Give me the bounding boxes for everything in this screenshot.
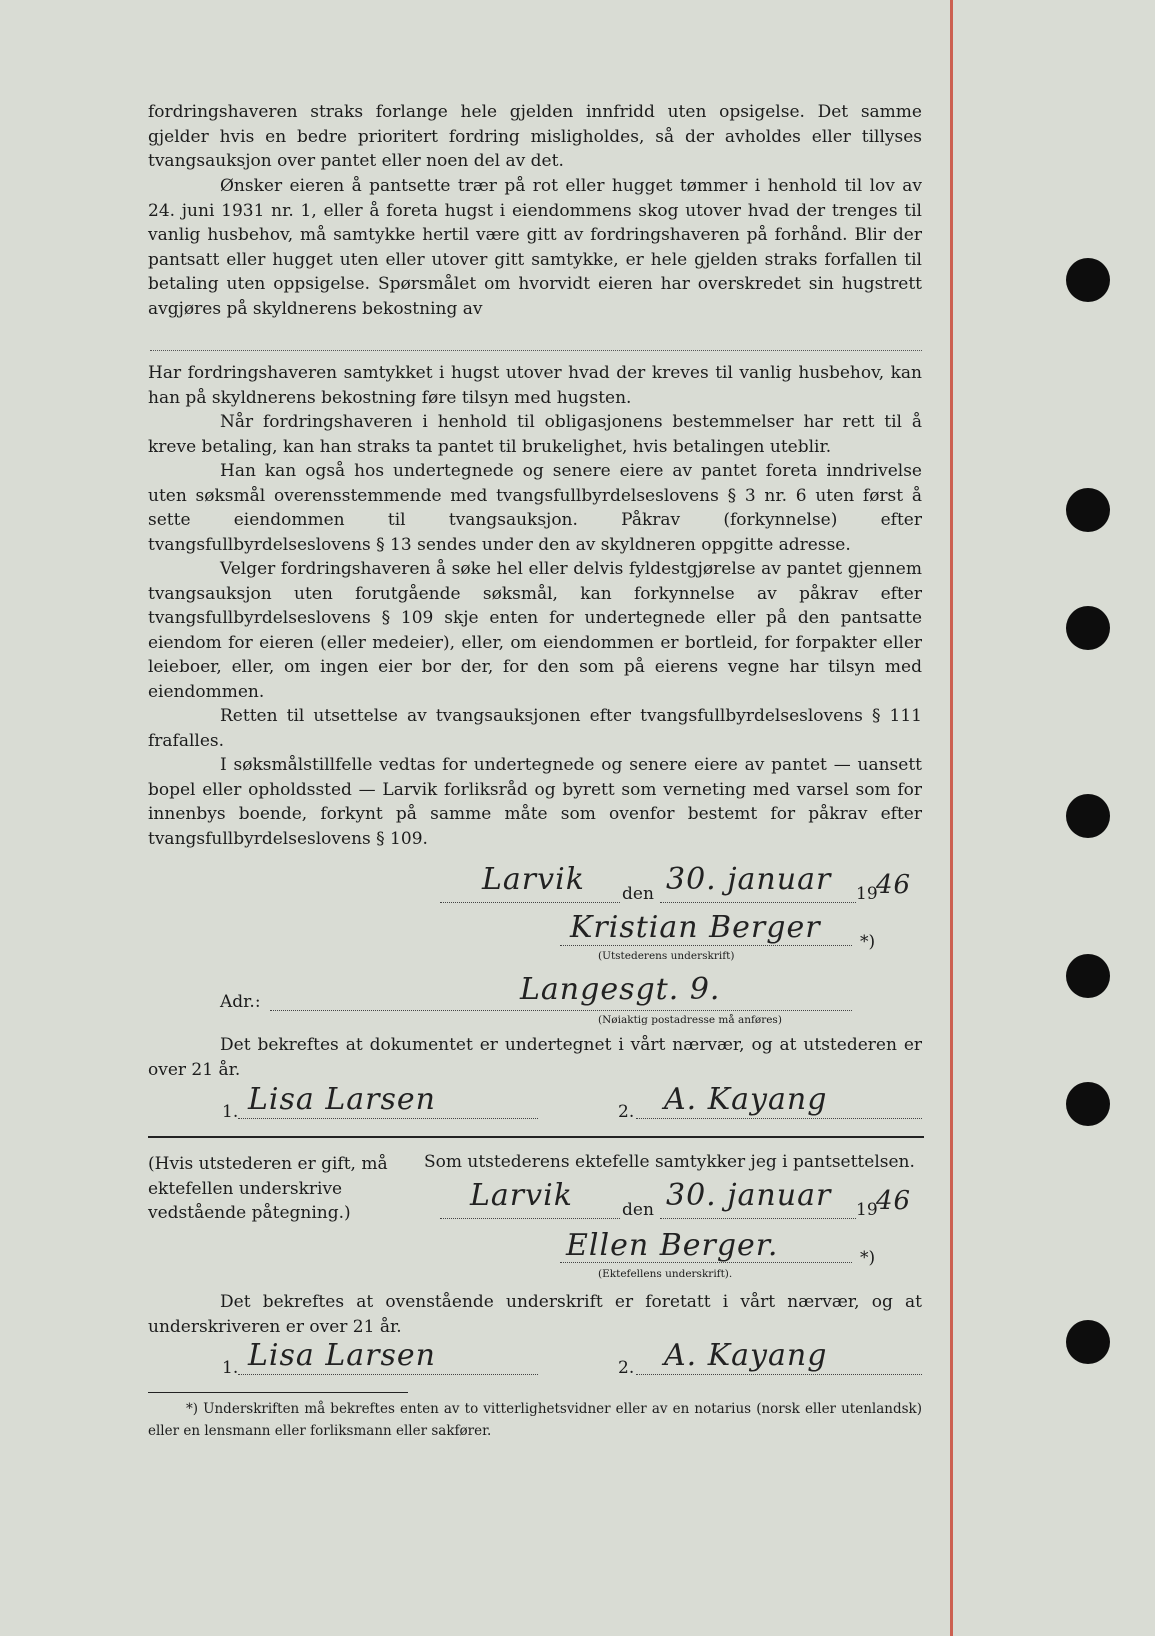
spouse-witness-statement: Det bekreftes at ovenstående underskrift er foretatt i vårt nærvær, og at underskriveren er over 21 år. — [148, 1292, 922, 1337]
den-label: den — [622, 1200, 654, 1220]
footnote-mark: *) — [860, 932, 876, 952]
punch-hole — [1066, 794, 1110, 838]
punch-hole — [1066, 1320, 1110, 1364]
punch-hole — [1066, 488, 1110, 532]
dotted-fill-line — [150, 350, 922, 351]
witness-1-signature: Lisa Larsen — [248, 1082, 436, 1117]
date-line — [660, 1218, 856, 1219]
section-divider — [148, 1136, 924, 1138]
margin-red-line — [950, 0, 953, 1636]
spouse-signature-caption: (Ektefellens underskrift). — [598, 1268, 733, 1280]
address-handwriting: Langesgt. 9. — [520, 972, 721, 1007]
place-line — [440, 1218, 620, 1219]
witness-2-line — [636, 1118, 922, 1119]
year-handwriting: 46 — [876, 870, 912, 900]
witness-2-signature: A. Kayang — [664, 1082, 828, 1117]
witness-1-line — [238, 1374, 538, 1375]
witness-2-line — [636, 1374, 922, 1375]
punch-hole — [1066, 258, 1110, 302]
place-line — [440, 902, 620, 903]
spouse-witness-2-signature: A. Kayang — [664, 1338, 828, 1373]
address-line — [270, 1010, 852, 1011]
witness-2-label: 2. — [618, 1358, 635, 1378]
date-line — [660, 902, 856, 903]
spouse-signature: Ellen Berger. — [566, 1228, 779, 1263]
den-label: den — [622, 884, 654, 904]
witness-statement: Det bekreftes at dokumentet er undertegnet i vårt nærvær, og at utstederen er over 21 år. — [148, 1035, 922, 1080]
place-handwriting: Larvik — [482, 862, 585, 897]
punch-hole — [1066, 606, 1110, 650]
signature-caption: (Utstederens underskrift) — [598, 950, 735, 962]
paragraph: Ønsker eieren å pantsette trær på rot eller hugget tømmer i henhold til lov av 24. juni 1931 nr. 1, eller å foreta hugst i eiendommens skog utover hvad der trenges til vanlig husbehov, må samtykke hertil være gitt av fordringshaveren på forhånd. Blir der pantsatt eller hugget uten eller utover gitt samtykke, er hele gjelden straks forfallen til betaling uten oppsigelse. Spørsmålet om hvorvidt eieren har overskredet sin hugstrett avgjøres på skyldnerens bekostning av — [148, 176, 922, 319]
issuer-signature: Kristian Berger — [570, 910, 821, 945]
footnote-mark: *) — [860, 1248, 876, 1268]
spouse-date-handwriting: 30. januar — [666, 1178, 832, 1213]
paragraph: Han kan også hos undertegnede og senere eiere av pantet foreta inndrivelse uten søksmål overensstemmende med tvangsfullbyrdelseslovens § 3 nr. 6 uten først å sette eiendommen til tvangsauksjon. Påkrav (forkynnelse) efter tvangsfullbyrdelseslovens § 13 sendes under den av skyldneren oppgitte adresse. — [148, 461, 922, 555]
paragraph: Velger fordringshaveren å søke hel eller delvis fyldestgjørelse av pantet gjennem tvangsauksjon uten forutgående søksmål, kan forkynnelse av påkrav efter tvangsfullbyrdelseslovens § 109 skje enten for undertegnede eller på den pantsatte eiendom for eieren (eller medeier), eller, om eiendommen er bortleid, for forpakter eller leieboer, eller, om ingen eier bor der, for den som på eierens vegne har tilsyn med eiendommen. — [148, 559, 922, 702]
spouse-year-handwriting: 46 — [876, 1186, 912, 1216]
witness-2-label: 2. — [618, 1102, 635, 1122]
address-label: Adr.: — [220, 992, 261, 1012]
spouse-note: (Hvis utstederen er gift, må ektefellen underskrive vedstående påtegning.) — [148, 1154, 388, 1223]
footnote: *) Underskriften må bekreftes enten av to vitterlighetsvidner eller av en notarius (norsk eller utenlandsk) eller en lensmann eller forliksmann eller sakfører. — [148, 1401, 922, 1439]
date-handwriting: 30. januar — [666, 862, 832, 897]
witness-1-label: 1. — [222, 1102, 239, 1122]
paragraph: fordringshaveren straks forlange hele gjelden innfridd uten opsigelse. Det samme gjelder hvis en bedre prioritert fordring misligholdes, så der avholdes eller tillyses tvangsauksjon over pantet eller noen del av det. — [148, 102, 922, 171]
spouse-consent: Som utstederens ektefelle samtykker jeg i pantsettelsen. — [424, 1152, 915, 1172]
year-prefix: 19 — [856, 1200, 878, 1220]
witness-1-line — [238, 1118, 538, 1119]
spouse-place-handwriting: Larvik — [470, 1178, 573, 1213]
paragraph: Har fordringshaveren samtykket i hugst utover hvad der kreves til vanlig husbehov, kan han på skyldnerens bekostning føre tilsyn med hugsten. — [148, 363, 922, 408]
punch-hole — [1066, 954, 1110, 998]
punch-hole — [1066, 1082, 1110, 1126]
paragraph: Retten til utsettelse av tvangsauksjonen efter tvangsfullbyrdelseslovens § 111 frafalles. — [148, 706, 922, 751]
footnote-rule — [148, 1392, 408, 1393]
address-caption: (Nøiaktig postadresse må anføres) — [598, 1014, 782, 1026]
witness-1-label: 1. — [222, 1358, 239, 1378]
year-prefix: 19 — [856, 884, 878, 904]
paragraph: Når fordringshaveren i henhold til obligasjonens bestemmelser har rett til å kreve betaling, kan han straks ta pantet til brukelighet, hvis betalingen uteblir. — [148, 412, 922, 457]
signature-line — [560, 945, 852, 946]
paragraph: I søksmålstillfelle vedtas for undertegnede og senere eiere av pantet — uansett bopel eller opholdssted — Larvik forliksråd og byrett som verneting med varsel som for innenbys boende, forkynt på samme måte som ovenfor bestemt for påkrav efter tvangsfullbyrdelseslovens § 109. — [148, 755, 922, 849]
spouse-witness-1-signature: Lisa Larsen — [248, 1338, 436, 1373]
